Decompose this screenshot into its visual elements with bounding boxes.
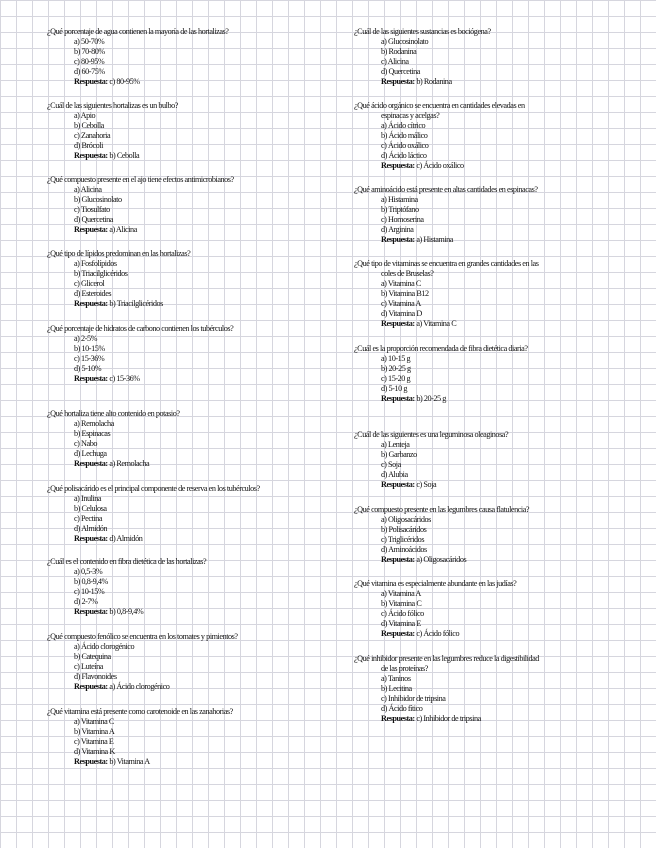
answer-value: a) Oligosacáridos xyxy=(416,555,467,564)
option: b) Vitamina B12 xyxy=(381,289,429,298)
answer-line xyxy=(354,394,528,404)
question-text: ¿Qué compuesto presente en las legumbres causa flatulencia? xyxy=(354,505,530,514)
option: b) Rodanina xyxy=(381,47,417,56)
question-block xyxy=(47,101,178,161)
answer-label: Respuesta: xyxy=(74,534,108,543)
answer-label: Respuesta: xyxy=(381,161,415,170)
option: a) Apio xyxy=(74,111,96,120)
option: a) Ácido cítrico xyxy=(381,121,426,130)
option: b) 10-15% xyxy=(74,344,105,353)
answer-value: a) Ácido clorogénico xyxy=(109,682,170,691)
option: d) Flavonoides xyxy=(74,672,117,681)
option: c) 15-36% xyxy=(74,354,105,363)
answer-value: c) 80-95% xyxy=(109,77,140,86)
option: c) 10-15% xyxy=(74,587,105,596)
answer-label: Respuesta: xyxy=(381,629,415,638)
option: c) Nabo xyxy=(74,439,97,448)
answer-line xyxy=(47,757,233,767)
question-block xyxy=(47,484,260,544)
answer-line xyxy=(354,161,525,171)
question-text: ¿Qué porcentaje de agua contienen la mayoría de las hortalizas? xyxy=(47,27,229,36)
answer-value: b) Rodanina xyxy=(416,77,452,86)
answer-value: b) 0,8-9,4% xyxy=(109,607,144,616)
option: a) Lenteja xyxy=(381,440,410,449)
option: a) Vitamina C xyxy=(74,717,114,726)
option: b) 20-25 g xyxy=(381,364,411,373)
option: d) Ácido fítico xyxy=(381,704,423,713)
option: d) Esteroides xyxy=(74,289,112,298)
answer-line xyxy=(47,534,260,544)
option: b) Celulosa xyxy=(74,504,107,513)
question-block xyxy=(354,27,491,87)
option: c) Inhibidor de tripsina xyxy=(381,694,446,703)
answer-value: a) Vitamina C xyxy=(416,319,457,328)
answer-value: b) Triacilglicéridos xyxy=(109,299,163,308)
question-block xyxy=(47,557,206,617)
option: d) Brócoli xyxy=(74,141,103,150)
option: a) Taninos xyxy=(381,674,411,683)
option: b) Espinacas xyxy=(74,429,111,438)
option: a) Fosfolípidos xyxy=(74,259,117,268)
option: d) Alubia xyxy=(381,470,408,479)
option: d) Aminoácidos xyxy=(381,545,427,554)
answer-label: Respuesta: xyxy=(74,459,108,468)
question-text-continued: coles de Bruselas? xyxy=(381,269,434,278)
question-text: ¿Cuál es el contenido en fibra dietética de las hortalizas? xyxy=(47,557,207,566)
option: d) Arginina xyxy=(381,225,414,234)
answer-value: b) 20-25 g xyxy=(416,394,446,403)
answer-line xyxy=(354,235,538,245)
option: c) Glicerol xyxy=(74,279,105,288)
option: d) Ácido láctico xyxy=(381,151,427,160)
question-text-continued: espinacas y acelgas? xyxy=(381,111,440,120)
option: b) Vitamina A xyxy=(74,727,115,736)
answer-value: a) Alicina xyxy=(109,225,137,234)
answer-value: c) Soja xyxy=(416,480,437,489)
option: c) Alicina xyxy=(381,57,409,66)
option: c) Homoserina xyxy=(381,215,424,224)
option: a) Vitamina A xyxy=(381,589,421,598)
answer-line xyxy=(47,77,228,87)
option: a) Remolacha xyxy=(74,419,114,428)
answer-line xyxy=(354,714,539,724)
option: c) Zanahoria xyxy=(74,131,111,140)
answer-line xyxy=(47,459,180,469)
answer-value: a) Remolacha xyxy=(109,459,150,468)
question-block xyxy=(354,185,538,245)
question-text: ¿Qué aminoácido está presente en altas cantidades en espinacas? xyxy=(354,185,538,194)
question-text: ¿Cuál de las siguientes sustancias es bociógena? xyxy=(354,27,491,36)
question-text: ¿Qué inhibidor presente en las legumbres reduce la digestibilidad xyxy=(354,654,539,663)
option: a) Glucosinolato xyxy=(381,37,429,46)
answer-line xyxy=(354,629,516,639)
question-block xyxy=(47,175,234,235)
question-block xyxy=(354,579,516,639)
option: d) Almidón xyxy=(74,524,108,533)
answer-value: c) Ácido fólico xyxy=(416,629,460,638)
option: c) Luteína xyxy=(74,662,103,671)
question-text: ¿Qué polisacárido es el principal componente de reserva en los tubérculos? xyxy=(47,484,260,493)
answer-line xyxy=(47,151,178,161)
answer-label: Respuesta: xyxy=(381,714,415,723)
option: c) Ácido fólico xyxy=(381,609,424,618)
option: a) 10-15 g xyxy=(381,354,411,363)
option: c) Soja xyxy=(381,460,401,469)
answer-label: Respuesta: xyxy=(381,480,415,489)
option: d) Quercetina xyxy=(74,215,113,224)
answer-line xyxy=(354,555,529,565)
option: c) 15-20 g xyxy=(381,374,411,383)
answer-label: Respuesta: xyxy=(74,374,108,383)
question-text: ¿Qué tipo de vitaminas se encuentra en grandes cantidades en las xyxy=(354,259,539,268)
question-block xyxy=(47,249,190,309)
question-text: ¿Qué porcentaje de hidratos de carbono contienen los tubérculos? xyxy=(47,324,234,333)
option: c) Vitamina A xyxy=(381,299,421,308)
option: b) Polisacáridos xyxy=(381,525,427,534)
answer-line xyxy=(47,374,233,384)
option: c) Tiosulfato xyxy=(74,205,110,214)
answer-label: Respuesta: xyxy=(74,682,108,691)
question-text: ¿Qué tipo de lípidos predominan en las hortalizas? xyxy=(47,249,191,258)
option: a) Ácido clorogénico xyxy=(74,642,135,651)
question-text: ¿Qué compuesto fenólico se encuentra en los tomates y pimientos? xyxy=(47,632,238,641)
question-text: ¿Qué ácido orgánico se encuentra en cantidades elevadas en xyxy=(354,101,525,110)
option: b) Lecitina xyxy=(381,684,412,693)
answer-label: Respuesta: xyxy=(74,607,108,616)
option: a) Alicina xyxy=(74,185,102,194)
answer-value: c) Ácido oxálico xyxy=(416,161,464,170)
option: d) Vitamina E xyxy=(381,619,421,628)
option: a) Histamina xyxy=(381,195,418,204)
option: c) Vitamina E xyxy=(74,737,114,746)
question-block xyxy=(354,505,529,565)
answer-line xyxy=(354,77,491,87)
option: d) 2-7% xyxy=(74,597,98,606)
answer-line xyxy=(47,607,206,617)
question-text: ¿Qué vitamina está presente como carotenoide en las zanahorias? xyxy=(47,707,233,716)
option: b) 0,8-9,4% xyxy=(74,577,108,586)
option: a) Oligosacáridos xyxy=(381,515,431,524)
answer-label: Respuesta: xyxy=(74,299,108,308)
question-block xyxy=(354,654,539,724)
answer-label: Respuesta: xyxy=(381,555,415,564)
answer-label: Respuesta: xyxy=(381,77,415,86)
option: c) Triglicéridos xyxy=(381,535,425,544)
question-block xyxy=(47,409,180,469)
option: b) Triacilglicéridos xyxy=(74,269,128,278)
answer-value: a) Histamina xyxy=(416,235,453,244)
answer-label: Respuesta: xyxy=(381,394,415,403)
question-block xyxy=(47,27,228,87)
option: a) Vitamina C xyxy=(381,279,421,288)
answer-label: Respuesta: xyxy=(381,235,415,244)
option: d) Vitamina D xyxy=(381,309,422,318)
answer-label: Respuesta: xyxy=(74,151,108,160)
answer-line xyxy=(354,480,508,490)
option: a) 2-5% xyxy=(74,334,97,343)
option: c) 80-95% xyxy=(74,57,105,66)
option: d) 5-10 g xyxy=(381,384,407,393)
question-block xyxy=(354,344,528,404)
answer-line xyxy=(47,299,190,309)
answer-line xyxy=(47,225,234,235)
answer-value: b) Cebolla xyxy=(109,151,140,160)
option: a) Inulina xyxy=(74,494,102,503)
option: d) Lechuga xyxy=(74,449,107,458)
question-text-continued: de las proteínas? xyxy=(381,664,428,673)
option: b) Garbanzo xyxy=(381,450,417,459)
answer-label: Respuesta: xyxy=(74,225,108,234)
option: b) Triptófano xyxy=(381,205,419,214)
option: c) Ácido oxálico xyxy=(381,141,429,150)
answer-line xyxy=(354,319,538,329)
answer-value: c) Inhibidor de tripsina xyxy=(416,714,481,723)
option: b) Glucosinolato xyxy=(74,195,122,204)
option: d) Quercetina xyxy=(381,67,420,76)
question-text: ¿Qué hortaliza tiene alto contenido en potasio? xyxy=(47,409,180,418)
answer-label: Respuesta: xyxy=(74,757,108,766)
question-block xyxy=(354,430,508,490)
option: d) 60-75% xyxy=(74,67,105,76)
question-text: ¿Cuál de las siguientes es una leguminosa oleaginosa? xyxy=(354,430,509,439)
answer-line xyxy=(47,682,238,692)
question-block xyxy=(47,632,238,692)
question-text: ¿Cuál es la proporción recomendada de fibra dietética diaria? xyxy=(354,344,528,353)
answer-label: Respuesta: xyxy=(74,77,108,86)
answer-value: c) 15-36% xyxy=(109,374,140,383)
option: a) 0,5-3% xyxy=(74,567,103,576)
option: b) Cebolla xyxy=(74,121,104,130)
question-text: ¿Cuál de las siguientes hortalizas es un bulbo? xyxy=(47,101,178,110)
question-block xyxy=(47,707,233,767)
option: a) 50-70% xyxy=(74,37,105,46)
answer-value: d) Almidón xyxy=(109,534,143,543)
option: b) Ácido málico xyxy=(381,131,428,140)
option: b) Catequina xyxy=(74,652,111,661)
question-block xyxy=(47,324,233,384)
question-text: ¿Qué vitamina es especialmente abundante en las judías? xyxy=(354,579,517,588)
answer-value: b) Vitamina A xyxy=(109,757,150,766)
option: c) Pectina xyxy=(74,514,103,523)
question-text: ¿Qué compuesto presente en el ajo tiene efectos antimicrobianos? xyxy=(47,175,234,184)
option: b) Vitamina C xyxy=(381,599,422,608)
option: b) 70-80% xyxy=(74,47,105,56)
option: d) Vitamina K xyxy=(74,747,115,756)
answer-label: Respuesta: xyxy=(381,319,415,328)
question-block xyxy=(354,259,538,329)
question-block xyxy=(354,101,525,171)
option: d) 5-10% xyxy=(74,364,102,373)
